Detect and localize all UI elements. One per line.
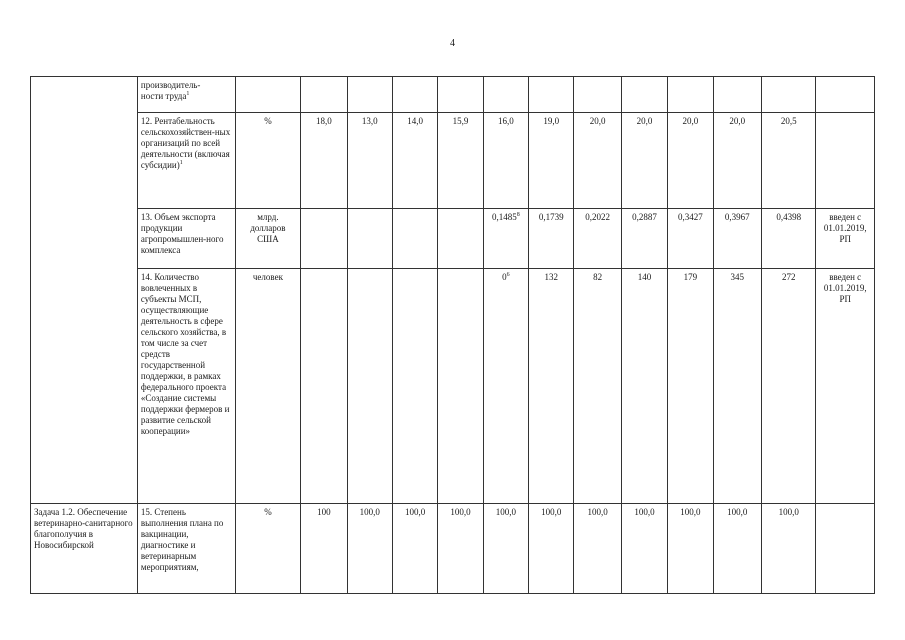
value-cell bbox=[668, 113, 713, 209]
value-cell bbox=[438, 77, 483, 113]
value: 132 bbox=[544, 272, 559, 282]
value-cell bbox=[438, 113, 483, 209]
value-cell bbox=[761, 269, 815, 504]
value-cell bbox=[301, 269, 347, 504]
value-cell bbox=[713, 113, 761, 209]
value-cell bbox=[529, 269, 574, 504]
value: 100,0 bbox=[727, 507, 748, 517]
value: 272 bbox=[781, 272, 796, 282]
table-row bbox=[31, 269, 875, 504]
value-cell bbox=[347, 269, 392, 504]
value: 100,0 bbox=[634, 507, 655, 517]
value: 0,1485 bbox=[492, 212, 517, 222]
value-cell bbox=[761, 504, 815, 594]
value-cell bbox=[483, 504, 528, 594]
value-cell bbox=[621, 209, 667, 269]
value: 179 bbox=[683, 272, 698, 282]
task-cell: Задача 1.2. Обеспечение ветеринарно-санитарного благополучия в Новосибирской bbox=[31, 504, 138, 594]
value: 100,0 bbox=[405, 507, 426, 517]
value-cell bbox=[301, 77, 347, 113]
value-cell bbox=[621, 77, 667, 113]
value-cell bbox=[347, 77, 392, 113]
value-cell bbox=[483, 77, 528, 113]
value-cell bbox=[392, 504, 437, 594]
value: 140 bbox=[637, 272, 652, 282]
value: 100,0 bbox=[680, 507, 701, 517]
value: 100,0 bbox=[359, 507, 380, 517]
value: 82 bbox=[593, 272, 603, 282]
footnote-marker: 1 bbox=[179, 160, 183, 166]
value-cell bbox=[483, 269, 528, 504]
value-cell bbox=[761, 113, 815, 209]
footnote-marker: 6 bbox=[506, 272, 510, 278]
value-cell bbox=[529, 504, 574, 594]
value: 0 bbox=[502, 272, 507, 282]
indicator-name-cell bbox=[137, 209, 235, 269]
unit-cell: % bbox=[235, 504, 301, 594]
note-cell: введен с 01.01.2019, РП bbox=[816, 269, 875, 504]
value: 20,0 bbox=[636, 116, 653, 126]
value-cell bbox=[529, 209, 574, 269]
value-cell bbox=[301, 504, 347, 594]
value: 0,1739 bbox=[538, 212, 564, 222]
note-cell bbox=[816, 113, 875, 209]
value-cell bbox=[574, 504, 621, 594]
value-cell bbox=[574, 269, 621, 504]
value-cell bbox=[668, 269, 713, 504]
value-cell bbox=[301, 209, 347, 269]
footnote-marker: 8 bbox=[516, 212, 520, 218]
value-cell bbox=[621, 504, 667, 594]
note-cell bbox=[816, 77, 875, 113]
value-cell bbox=[574, 77, 621, 113]
value-cell bbox=[438, 269, 483, 504]
value-cell bbox=[668, 77, 713, 113]
value: 20,5 bbox=[780, 116, 797, 126]
value: 20,0 bbox=[589, 116, 606, 126]
value-cell bbox=[347, 113, 392, 209]
value-cell bbox=[438, 209, 483, 269]
value-cell bbox=[301, 113, 347, 209]
value: 0,3967 bbox=[724, 212, 750, 222]
value-cell bbox=[713, 504, 761, 594]
value-cell bbox=[438, 504, 483, 594]
value: 14,0 bbox=[407, 116, 424, 126]
note-cell: введен с 01.01.2019, РП bbox=[816, 209, 875, 269]
value-cell bbox=[347, 504, 392, 594]
value: 20,0 bbox=[682, 116, 699, 126]
indicator-name: 13. Объем экспорта продукции агропромышлен-ного комплекса bbox=[140, 212, 224, 255]
value: 100,0 bbox=[587, 507, 608, 517]
value: 100 bbox=[317, 507, 331, 517]
table-body bbox=[31, 77, 875, 594]
value-cell bbox=[713, 269, 761, 504]
value: 0,4398 bbox=[776, 212, 802, 222]
value: 100,0 bbox=[450, 507, 471, 517]
value-cell bbox=[713, 209, 761, 269]
unit-cell bbox=[235, 77, 301, 113]
value-cell bbox=[761, 77, 815, 113]
indicator-name: производитель- ности труда bbox=[140, 80, 201, 101]
value: 345 bbox=[730, 272, 745, 282]
value-cell bbox=[392, 209, 437, 269]
value: 18,0 bbox=[316, 116, 332, 126]
value-cell bbox=[574, 113, 621, 209]
value: 0,3427 bbox=[678, 212, 703, 222]
value-cell bbox=[621, 269, 667, 504]
value-cell bbox=[392, 77, 437, 113]
indicators-table bbox=[30, 76, 875, 594]
table-row bbox=[31, 77, 875, 113]
value-cell bbox=[713, 77, 761, 113]
unit-cell: % bbox=[235, 113, 301, 209]
value: 13,0 bbox=[361, 116, 378, 126]
value-cell bbox=[621, 113, 667, 209]
value-cell bbox=[529, 113, 574, 209]
value-cell bbox=[347, 209, 392, 269]
table-row bbox=[31, 209, 875, 269]
value: 0,2887 bbox=[632, 212, 657, 222]
value: 19,0 bbox=[543, 116, 560, 126]
value: 100,0 bbox=[778, 507, 799, 517]
value-cell bbox=[483, 113, 528, 209]
indicator-name-cell bbox=[137, 77, 235, 113]
task-cell bbox=[31, 77, 138, 504]
value: 16,0 bbox=[498, 116, 514, 126]
indicator-name-cell bbox=[137, 504, 235, 594]
note-cell bbox=[816, 504, 875, 594]
value: 0,2022 bbox=[585, 212, 611, 222]
indicator-name: 12. Рентабельность сельскохозяйствен-ных организаций по всей деятельности (включая субсидии) bbox=[140, 116, 231, 170]
value-cell bbox=[761, 209, 815, 269]
value-cell bbox=[392, 269, 437, 504]
value-cell bbox=[392, 113, 437, 209]
table-row bbox=[31, 113, 875, 209]
footnote-marker: 1 bbox=[186, 91, 190, 97]
value-cell bbox=[574, 209, 621, 269]
value: 15,9 bbox=[452, 116, 469, 126]
unit-cell: человек bbox=[235, 269, 301, 504]
page-number: 4 bbox=[450, 38, 455, 49]
value-cell bbox=[668, 504, 713, 594]
value: 100,0 bbox=[541, 507, 562, 517]
value: 100,0 bbox=[495, 507, 517, 517]
indicator-name-cell bbox=[137, 269, 235, 504]
indicator-name: 14. Количество вовлеченных в субъекты МСП, осуществляющие деятельность в сфере сельского хозяйства, в том числе за счет средств государственной поддержки, в рамках федерального проекта «Создание системы поддержки фермеров и развитие сельской кооперации» bbox=[140, 272, 230, 436]
value-cell bbox=[483, 209, 528, 269]
unit-cell: млрд. долларов США bbox=[235, 209, 301, 269]
indicator-name-cell bbox=[137, 113, 235, 209]
value-cell bbox=[668, 209, 713, 269]
value: 20,0 bbox=[729, 116, 746, 126]
table-row bbox=[31, 504, 875, 594]
indicator-name: 15. Степень выполнения плана по вакцинации, диагностике и ветеринарным мероприятиям, bbox=[140, 507, 224, 572]
value-cell bbox=[529, 77, 574, 113]
